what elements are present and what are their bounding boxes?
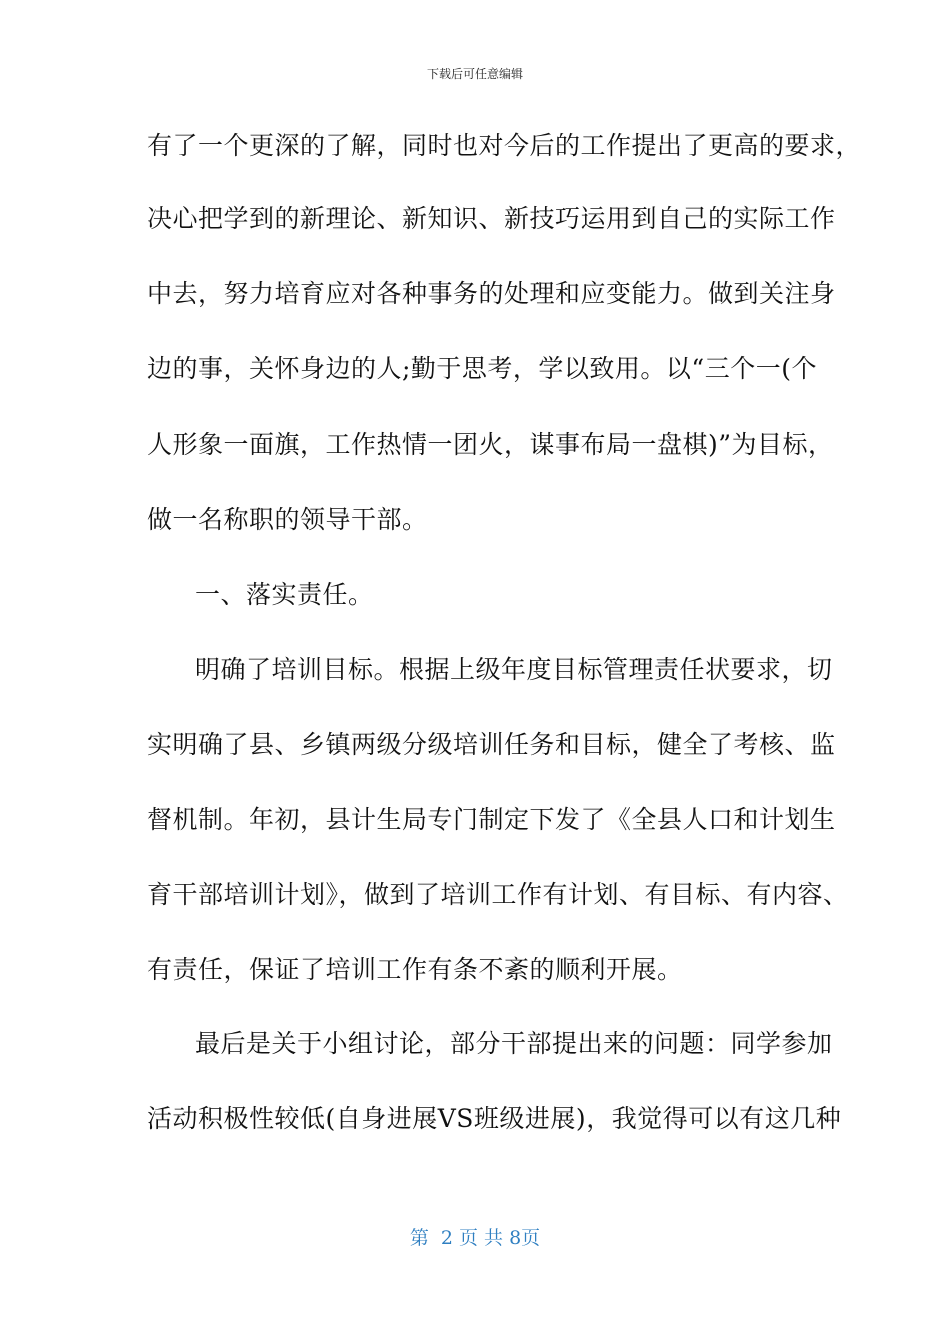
page-number-footer: 第 2 页 共 8页 bbox=[409, 1227, 541, 1249]
body-line-8: 明确了培训目标。根据上级年度目标管理责任状要求，切 bbox=[195, 655, 833, 684]
body-line-11: 育干部培训计划》，做到了培训工作有计划、有目标、有内容、 bbox=[147, 880, 849, 909]
body-line-3: 中去，努力培育应对各种事务的处理和应变能力。做到关注身 bbox=[147, 279, 836, 308]
page-header: 下载后可任意编辑 bbox=[426, 67, 523, 81]
body-line-13: 最后是关于小组讨论，部分干部提出来的问题：同学参加 bbox=[195, 1029, 833, 1058]
body-line-6: 做一名称职的领导干部。 bbox=[147, 505, 428, 534]
body-line-2: 决心把学到的新理论、新知识、新技巧运用到自己的实际工作 bbox=[147, 204, 836, 233]
body-line-5: 人形象一面旗，工作热情一团火，谋事布局一盘棋)”为目标， bbox=[147, 430, 834, 459]
body-line-14: 活动积极性较低(自身进展VS班级进展)，我觉得可以有这几种 bbox=[147, 1104, 842, 1133]
body-line-4: 边的事，关怀身边的人;勤于思考，学以致用。以“三个一(个 bbox=[147, 354, 817, 383]
body-line-12: 有责任，保证了培训工作有条不紊的顺利开展。 bbox=[147, 955, 683, 984]
body-line-9: 实明确了县、乡镇两级分级培训任务和目标，健全了考核、监 bbox=[147, 730, 836, 759]
section-heading: 一、落实责任。 bbox=[195, 580, 374, 609]
body-line-1: 有了一个更深的了解，同时也对今后的工作提出了更高的要求， bbox=[147, 131, 862, 160]
body-line-10: 督机制。年初，县计生局专门制定下发了《全县人口和计划生 bbox=[147, 805, 836, 834]
